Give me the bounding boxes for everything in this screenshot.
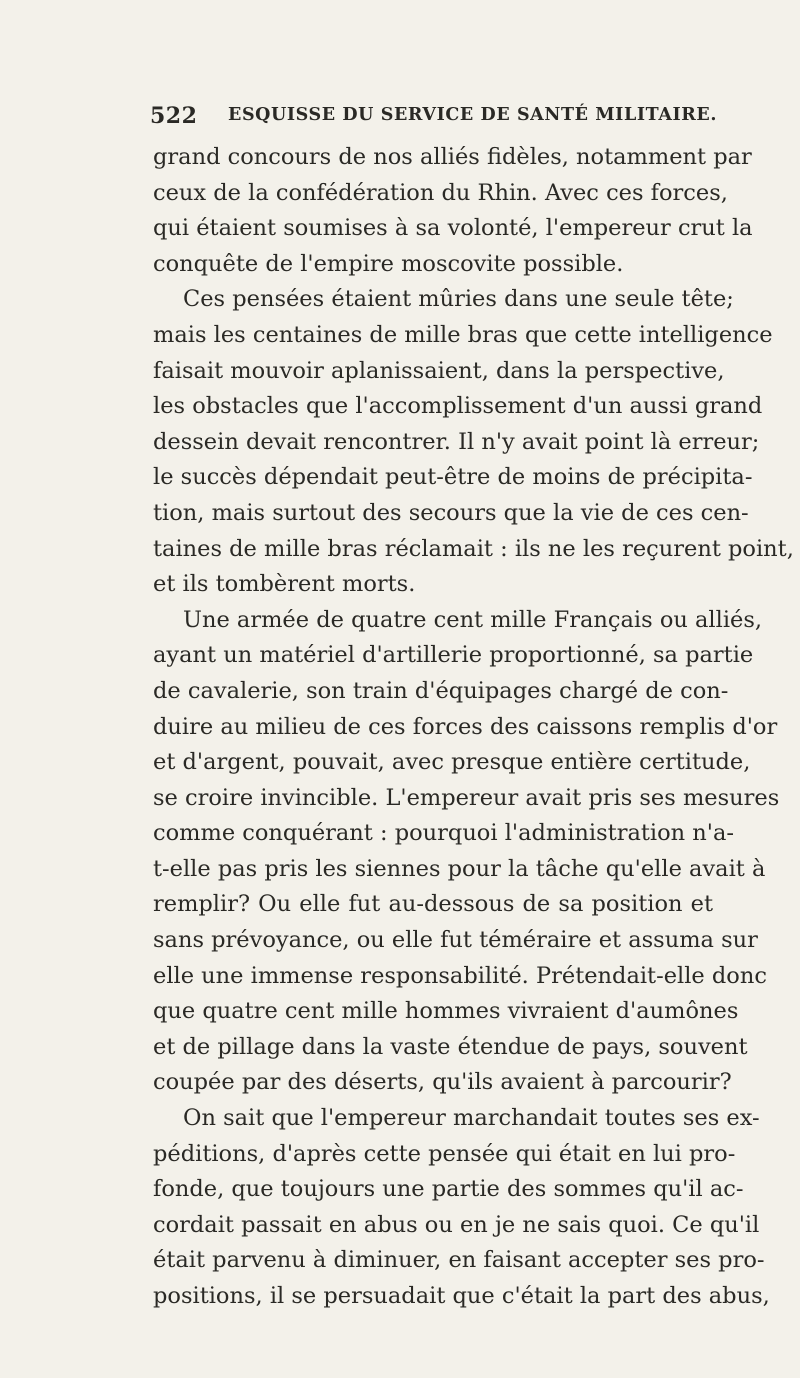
- body-text: [153, 140, 794, 1315]
- text-line: mais les centaines de mille bras que cette intelligence: [153, 321, 773, 348]
- paragraph-2: [153, 282, 794, 602]
- text-line: et ils tombèrent morts.: [153, 571, 416, 598]
- text-line: tion, mais surtout des secours que la vie de ces cen-: [153, 499, 749, 526]
- paragraph-3: [153, 603, 780, 1101]
- text-line: était parvenu à diminuer, en faisant accepter ses pro-: [153, 1247, 765, 1274]
- text-line: taines de mille bras réclamait : ils ne les reçurent point,: [153, 535, 794, 562]
- text-line: comme conquérant : pourquoi l'administration n'a-: [153, 820, 735, 847]
- text-line: péditions, d'après cette pensée qui était en lui pro-: [153, 1140, 736, 1167]
- text-line: sans prévoyance, ou elle fut téméraire et assuma sur: [153, 927, 758, 954]
- text-line: conquête de l'empire moscovite possible.: [153, 250, 624, 277]
- text-line: positions, il se persuadait que c'était la part des abus,: [153, 1283, 770, 1309]
- text-line: ayant un matériel d'artillerie proportionné, sa partie: [153, 642, 754, 669]
- text-line: ceux de la confédération du Rhin. Avec ces forces,: [153, 179, 728, 206]
- text-line: elle une immense responsabilité. Prétendait-elle donc: [153, 962, 767, 989]
- text-line: remplir? Ou elle fut au-dessous de sa position et: [153, 891, 713, 918]
- text-line: fonde, que toujours une partie des sommes qu'il ac-: [153, 1176, 744, 1203]
- text-line: Ces pensées étaient mûries dans une seule tête;: [183, 286, 734, 313]
- text-line: le succès dépendait peut-être de moins de précipita-: [153, 464, 753, 491]
- text-line: dessein devait rencontrer. Il n'y avait point là erreur;: [153, 428, 760, 455]
- text-line: cordait passait en abus ou en je ne sais quoi. Ce qu'il: [153, 1211, 760, 1238]
- text-line: coupée par des déserts, qu'ils avaient à parcourir?: [153, 1069, 732, 1096]
- text-line: Une armée de quatre cent mille Français ou alliés,: [183, 606, 763, 633]
- paragraph-4: [153, 1101, 770, 1315]
- text-line: t-elle pas pris les siennes pour la tâche qu'elle avait à: [153, 855, 766, 882]
- paragraph-1: [153, 140, 753, 282]
- text-line: duire au milieu de ces forces des caissons remplis d'or: [153, 713, 778, 740]
- text-line: faisait mouvoir aplanissaient, dans la perspective,: [153, 357, 725, 384]
- text-line: se croire invincible. L'empereur avait pris ses mesures: [153, 784, 780, 811]
- text-line: les obstacles que l'accomplissement d'un aussi grand: [153, 393, 763, 420]
- page-number: 522: [150, 103, 198, 129]
- text-line: qui étaient soumises à sa volonté, l'empereur crut la: [153, 215, 753, 242]
- running-title: ESQUISSE DU SERVICE DE SANTÉ MILITAIRE.: [228, 105, 718, 125]
- text-line: grand concours de nos alliés fidèles, notamment par: [153, 144, 752, 170]
- text-line: que quatre cent mille hommes vivraient d'aumônes: [153, 998, 739, 1025]
- text-line: et d'argent, pouvait, avec presque entière certitude,: [153, 749, 751, 776]
- text-line: de cavalerie, son train d'équipages chargé de con-: [153, 677, 729, 704]
- text-line: et de pillage dans la vaste étendue de pays, souvent: [153, 1033, 748, 1060]
- text-line: On sait que l'empereur marchandait toutes ses ex-: [183, 1105, 760, 1132]
- running-head: [150, 103, 720, 137]
